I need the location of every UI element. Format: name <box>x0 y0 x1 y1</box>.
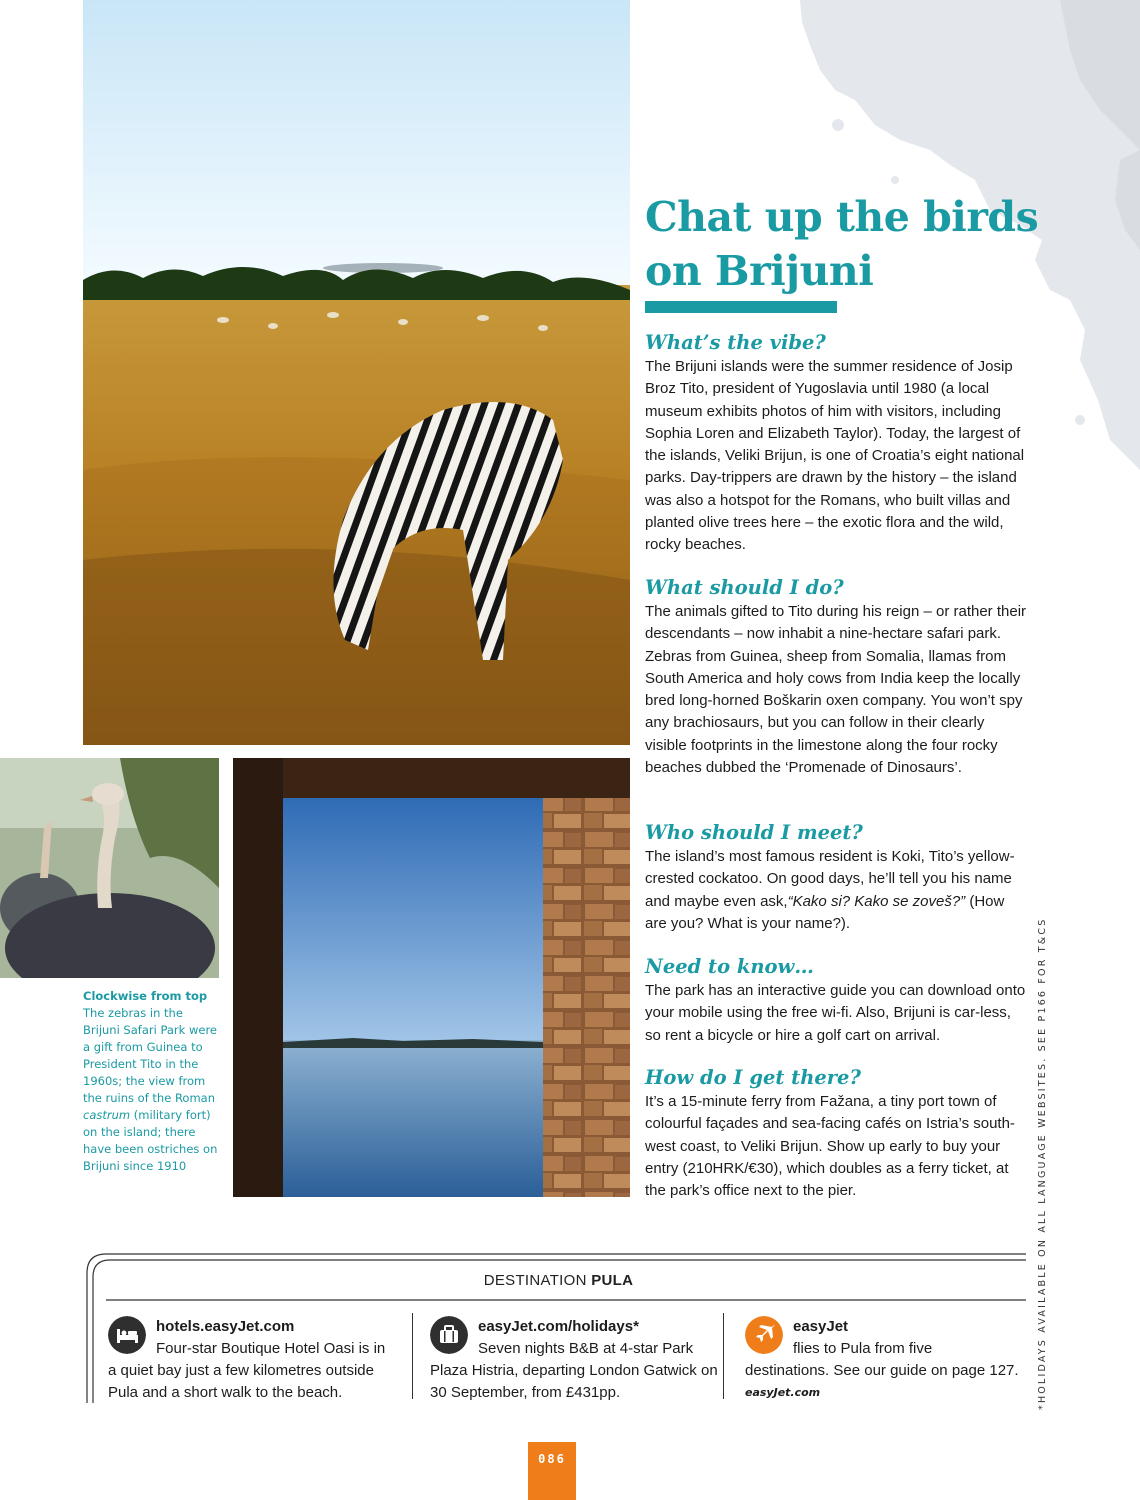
hotels-line-1: Four-star Boutique Hotel Oasi is in <box>156 1340 386 1357</box>
headline-line-2: on Brijuni <box>645 247 874 295</box>
section-body: The Brijuni islands were the summer residence of Josip Broz Tito, president of Yugoslavia until 1980 (a local museum exhibits photos of him with visitors, including Sophia Loren and Elizabeth Taylor). Today, the largest of the islands, Veliki Brijun, is one of Croatia’s eight national parks. Day-trippers are drawn by the history – the island was also a hotspot for the Romans, who built villas and planted olive trees here – the exotic flora and the wild, rocky beaches. <box>645 358 1025 554</box>
castrum-window-view-photo <box>233 758 630 1197</box>
zebra-grazing-photo <box>83 0 630 745</box>
section-body: It’s a 15-minute ferry from Fažana, a tiny port town of colourful façades and sea-facing cafés on Istria’s south-west coast, to Veliki Brijun. Show up early to buy your entry (210HRK/€30), which doubles as a ferry ticket, at the park’s office next to the pier. <box>645 1093 1015 1200</box>
section-what-to-do <box>645 575 1030 779</box>
section-heading: Need to know… <box>645 955 814 978</box>
article-headline <box>645 190 1065 298</box>
flights-line-1: flies to Pula from five <box>793 1340 933 1357</box>
section-body: The park has an interactive guide you can download onto your mobile using the free wi-fi. Also, Brijuni is car-less, so rent a bicycle or hire a golf cart on arrival. <box>645 982 1026 1044</box>
section-body-text-end: (How are you? What is your name?). <box>645 892 1005 932</box>
easyjet-wordmark[interactable]: easyJet.com <box>745 1386 821 1399</box>
hotels-rest: a quiet bay just a few kilometres outside Pula and a short walk to the beach. <box>108 1362 374 1401</box>
section-heading: What’s the vibe? <box>645 331 826 354</box>
headline-line-1: Chat up the birds <box>645 193 1039 241</box>
easyjet-heading: easyJet <box>793 1318 849 1335</box>
page-number-tab <box>528 1442 576 1500</box>
section-body <box>645 846 1030 935</box>
section-who-to-meet <box>645 820 1030 935</box>
flights-rest: destinations. See our guide on page 127. <box>745 1362 1019 1379</box>
destination-label: DESTINATION <box>483 1272 587 1289</box>
caption-text-1: The zebras in the Brijuni Safari Park were a gift from Guinea to President Tito in the 1960s; the view from the ruins of the Roman <box>83 1006 217 1105</box>
holidays-rest: Plaza Histria, departing London Gatwick on 30 September, from £431pp. <box>430 1362 718 1401</box>
holidays-line-1: Seven nights B&B at 4-star Park <box>478 1340 694 1357</box>
page-number: 086 <box>538 1452 566 1466</box>
headline-underline <box>645 301 837 313</box>
holidays-link[interactable]: easyJet.com/holidays* <box>478 1318 639 1335</box>
caption-lead: Clockwise from top <box>83 989 208 1003</box>
column-divider <box>412 1313 413 1399</box>
section-heading: What should I do? <box>645 576 844 599</box>
holidays-side-note: *HOLIDAYS AVAILABLE ON ALL LANGUAGE WEBSITES. SEE P166 FOR T&CS <box>1037 917 1048 1410</box>
section-body-italic: “Kako si? Kako se zoveš?” <box>787 892 966 910</box>
section-heading: Who should I meet? <box>645 821 863 844</box>
section-how-to-get-there <box>645 1065 1030 1202</box>
caption-italic: castrum <box>83 1108 131 1122</box>
destination-city: PULA <box>591 1272 634 1289</box>
destination-column-holidays <box>430 1316 720 1404</box>
hotels-link[interactable]: hotels.easyJet.com <box>156 1318 295 1335</box>
column-divider <box>723 1313 724 1399</box>
section-body-text: The island’s most famous resident is Koki, Tito’s yellow-crested cockatoo. On good days, he’ll tell you his name and maybe even ask, <box>645 848 1015 910</box>
section-heading: How do I get there? <box>645 1066 861 1089</box>
section-vibe <box>645 330 1030 557</box>
ostrich-photo <box>0 758 219 978</box>
caption-text-2: (military fort) on the island; there have been ostriches on Brijuni since 1910 <box>83 1108 218 1173</box>
destination-title <box>86 1272 1031 1289</box>
section-body: The animals gifted to Tito during his reign – or rather their descendants – now inhabit a nine-hectare safari park. Zebras from Guinea, sheep from Somalia, llamas from South America and holy cows from India keep the locally bred long-horned Boškarin oxen company. You won’t spy any brachiosaurs, but you can follow in their clearly visible footprints in the limestone along the four rocky beaches dubbed the ‘Promenade of Dinosaurs’. <box>645 603 1027 777</box>
photo-caption <box>83 988 223 1175</box>
destination-column-hotels <box>108 1316 398 1404</box>
destination-column-flights <box>745 1316 1030 1404</box>
section-need-to-know <box>645 954 1030 1047</box>
